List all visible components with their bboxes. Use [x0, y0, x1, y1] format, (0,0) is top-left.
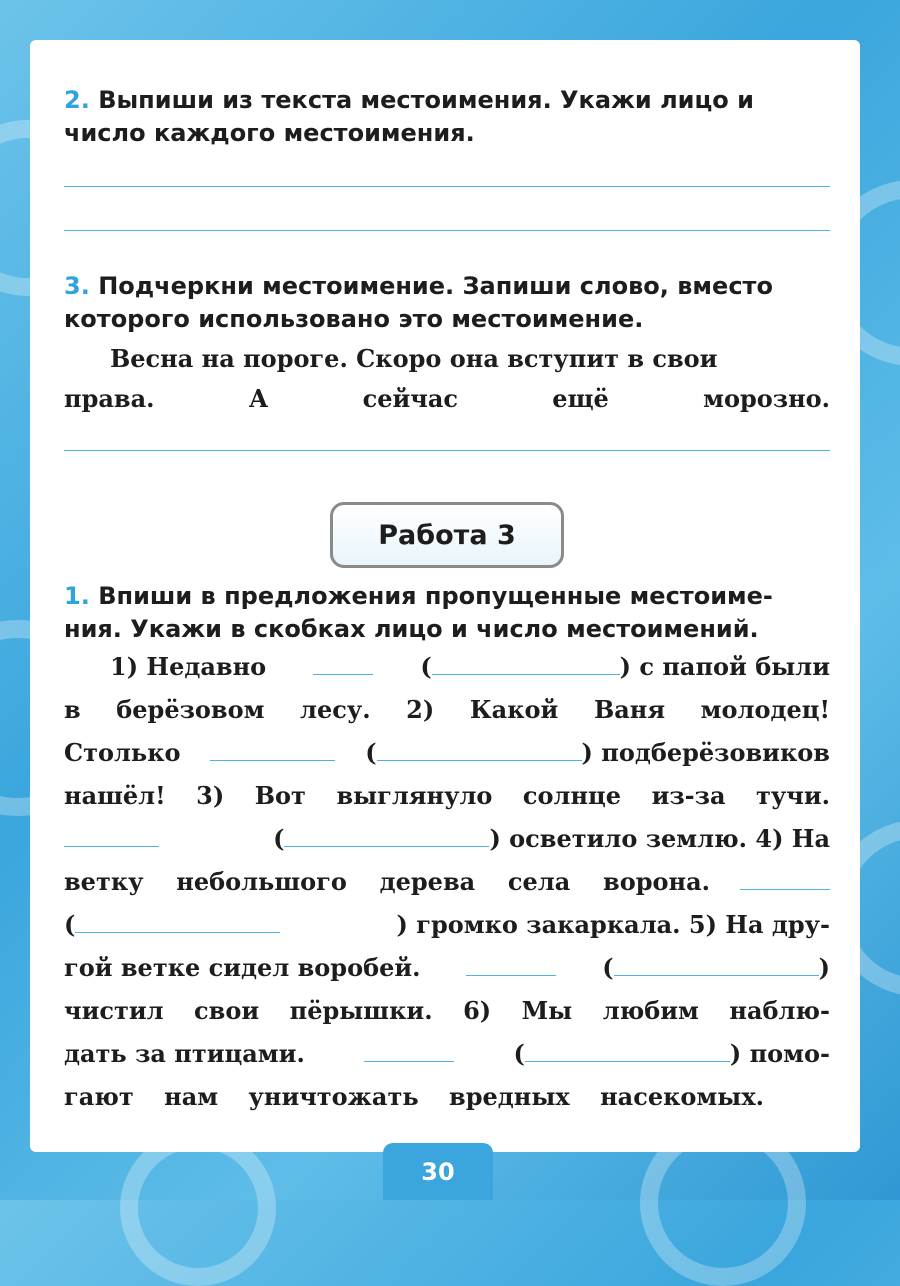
text-line: в берёзовом лесу. 2) Какой Ваня молодец!	[64, 695, 830, 724]
person-number-blank[interactable]	[75, 912, 280, 933]
task-1-exercise	[64, 652, 830, 1125]
text-line: ветку небольшого дерева села ворона.	[64, 867, 710, 896]
bracket: )	[818, 953, 830, 982]
person-number-blank[interactable]	[525, 1041, 730, 1062]
text-segment: дать за птицами.	[64, 1039, 305, 1068]
text-segment: Столько	[64, 738, 181, 767]
pronoun-blank[interactable]	[364, 1041, 454, 1062]
text-line: гают нам уничтожать вредных насекомых.	[64, 1082, 764, 1111]
person-number-blank[interactable]	[284, 826, 489, 847]
task-number: 1.	[64, 582, 90, 610]
text-line: Весна на пороге. Скоро она вступит в свои	[110, 344, 718, 373]
text-segment: ) с папой были	[619, 652, 830, 681]
task-number: 3.	[64, 272, 90, 300]
pronoun-blank[interactable]	[466, 955, 556, 976]
pronoun-blank[interactable]	[210, 740, 335, 761]
background-swirl	[120, 1130, 276, 1286]
answer-line[interactable]	[64, 230, 830, 231]
text-line: нашёл! 3) Вот выглянуло солнце из-за тучи.	[64, 781, 830, 810]
bracket: (	[420, 652, 432, 681]
task-1-instruction	[64, 580, 830, 646]
bracket: (	[513, 1039, 525, 1068]
task-number: 2.	[64, 86, 90, 114]
task-3-text	[110, 344, 830, 387]
bracket: (	[64, 910, 76, 939]
task-3-text	[64, 384, 830, 413]
text-segment: ) подберёзовиков	[581, 738, 830, 767]
person-number-blank[interactable]	[614, 955, 819, 976]
text-line: чистил свои пёрышки. 6) Мы любим наблю-	[64, 996, 830, 1025]
text-segment: ) помо-	[729, 1039, 830, 1068]
instruction-line: которого использовано это местоимение.	[64, 305, 644, 333]
answer-line[interactable]	[64, 450, 830, 451]
instruction-line: Подчеркни местоимение. Запиши слово, вместо	[98, 272, 773, 300]
pronoun-blank[interactable]	[740, 869, 830, 890]
text-segment: 1) Недавно	[110, 652, 267, 681]
pronoun-blank[interactable]	[64, 826, 159, 847]
task-3-instruction	[64, 270, 830, 336]
instruction-line: ния. Укажи в скобках лицо и число местоимений.	[64, 615, 759, 643]
text-line: права. А сейчас ещё морозно.	[64, 384, 830, 413]
workbook-page	[30, 40, 860, 1152]
section-heading: Работа 3	[330, 502, 564, 568]
instruction-line: Выпиши из текста местоимения. Укажи лицо и	[98, 86, 754, 114]
person-number-blank[interactable]	[432, 654, 620, 675]
answer-line[interactable]	[64, 186, 830, 187]
text-segment: гой ветке сидел воробей.	[64, 953, 421, 982]
page-number: 30	[383, 1143, 493, 1200]
instruction-line: Впиши в предложения пропущенные местоиме-	[98, 582, 773, 610]
bracket: (	[365, 738, 377, 767]
bracket: (	[273, 824, 285, 853]
bracket: (	[602, 953, 614, 982]
text-segment: ) осветило землю. 4) На	[489, 824, 830, 853]
task-2-instruction	[64, 84, 830, 150]
instruction-line: число каждого местоимения.	[64, 119, 475, 147]
pronoun-blank[interactable]	[313, 654, 373, 675]
person-number-blank[interactable]	[377, 740, 582, 761]
text-segment: ) громко закаркала. 5) На дру-	[396, 910, 830, 939]
